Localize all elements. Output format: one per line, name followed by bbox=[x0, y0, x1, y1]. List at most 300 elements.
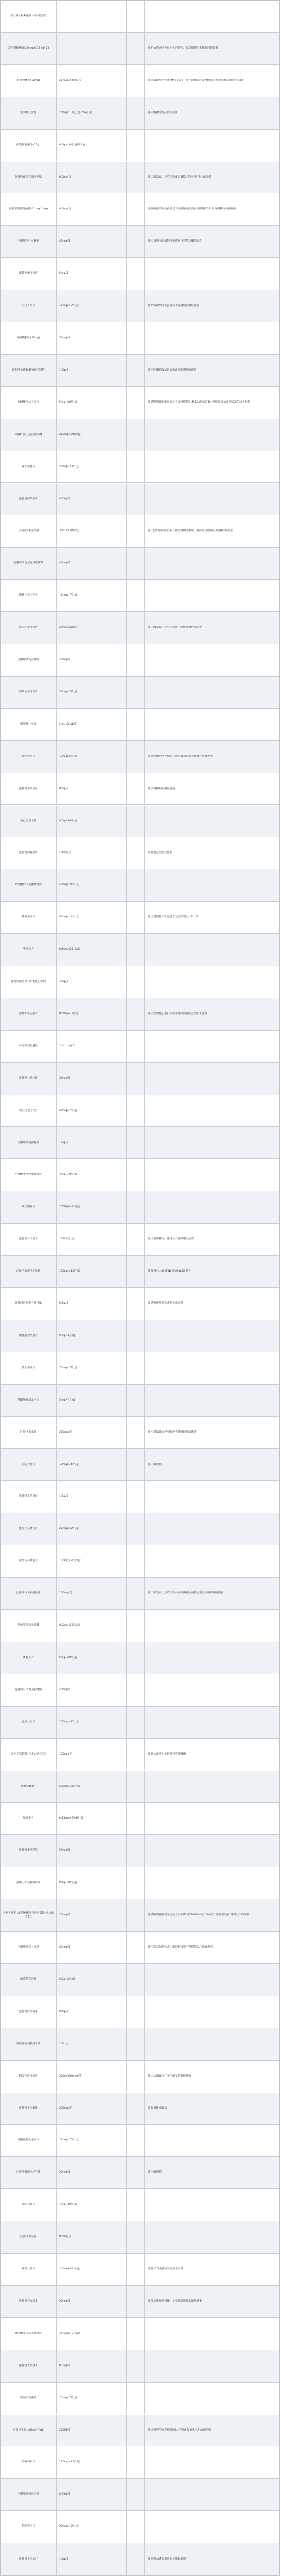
drug-name-cell: 注射用美罗培南 bbox=[1, 773, 57, 805]
restriction-note-cell bbox=[145, 2221, 279, 2253]
drug-name-cell: 硝苯地平控释片 bbox=[1, 677, 57, 708]
drug-spec-cell: 90mg×14片/盒 bbox=[57, 902, 127, 933]
restriction-note-cell bbox=[145, 1996, 279, 2028]
drug-spec-cell: 15mg×10片/盒 bbox=[57, 290, 127, 322]
table-row bbox=[1, 1771, 279, 1803]
drug-name-cell: 注射用奥沙利铂 bbox=[1, 1835, 57, 1867]
flag-cell bbox=[127, 580, 145, 611]
flag-cell bbox=[127, 97, 145, 129]
table-row bbox=[1, 2061, 279, 2093]
flag-cell bbox=[127, 1867, 145, 1899]
drug-name-cell: 注射用替加环素 bbox=[1, 2286, 57, 2317]
table-row bbox=[1, 1481, 279, 1513]
drug-spec-cell: 40mg/支 bbox=[57, 1932, 127, 1963]
flag-cell bbox=[127, 1513, 145, 1545]
drug-name-cell: 塞来昔布胶囊 bbox=[1, 1964, 57, 1996]
restriction-note-cell: 限难以耐受 阿米替林后 2以下, 合并颈腰肌肉及神经痛,抗焦虑症状,或精神分裂症 bbox=[148, 79, 244, 82]
drug-spec-cell: 10mg×7片/盒 bbox=[57, 580, 127, 611]
drug-name-cell: 阿卡波糖片 bbox=[1, 451, 57, 483]
table-row bbox=[1, 773, 279, 806]
restriction-note-cell bbox=[145, 1127, 279, 1159]
drug-spec-cell: 20mg×7片/盒 bbox=[57, 2383, 127, 2414]
drug-spec-cell: 200mg/支 bbox=[57, 1417, 127, 1449]
restriction-note-cell: 限儿童甲型血友病;限成人甲型血友病患者出血时使用 bbox=[148, 2428, 211, 2432]
table-row bbox=[1, 2415, 279, 2447]
drug-spec-cell: 4.5g/支 bbox=[57, 966, 127, 998]
drug-name-cell: 依达拉奉注射液 bbox=[1, 612, 57, 644]
table-row bbox=[1, 1449, 279, 1481]
table-row bbox=[1, 1578, 279, 1610]
restriction-note-cell bbox=[145, 1674, 279, 1706]
flag-cell bbox=[127, 2125, 145, 2156]
drug-spec-cell: 1mg×30片/盒 bbox=[57, 2189, 127, 2221]
table-row bbox=[1, 1224, 279, 1256]
drug-spec-cell: 10万单位/支 bbox=[57, 1224, 127, 1255]
table-row bbox=[1, 1095, 279, 1127]
drug-name-cell: 注射用泮托拉唑钠 bbox=[1, 226, 57, 257]
flag-cell bbox=[127, 1320, 145, 1352]
drug-spec-cell: 600mg×30片/盒 bbox=[57, 1771, 127, 1803]
restriction-note-cell bbox=[145, 548, 279, 579]
drug-name-cell: 注射用头孢哌酮钠舒巴坦钠 bbox=[1, 355, 57, 386]
drug-spec-cell: 150mg×7片/盒 bbox=[57, 1707, 127, 1738]
table-row bbox=[1, 934, 279, 966]
restriction-note-cell bbox=[145, 1771, 279, 1803]
table-row bbox=[1, 2028, 279, 2061]
drug-spec-cell: 0.5mg/支 bbox=[57, 2221, 127, 2253]
table-row bbox=[1, 1288, 279, 1320]
restriction-note-cell: 限明确诊断为高容量或等容量低钠血症患者 bbox=[148, 304, 200, 308]
table-row bbox=[1, 2350, 279, 2383]
flag-cell bbox=[127, 387, 145, 419]
table-row bbox=[1, 1256, 279, 1288]
restriction-note-cell bbox=[145, 2028, 279, 2060]
flag-cell bbox=[127, 355, 145, 386]
drug-name-cell: 奥美沙坦酯片 bbox=[1, 2383, 57, 2414]
flag-cell bbox=[127, 934, 145, 966]
restriction-note-cell bbox=[145, 1, 279, 32]
flag-cell bbox=[127, 1835, 145, 1867]
drug-spec-cell: 25mg/支 bbox=[57, 1899, 127, 1931]
table-row bbox=[1, 2221, 279, 2254]
flag-cell bbox=[127, 1964, 145, 1996]
table-row bbox=[1, 290, 279, 322]
flag-cell bbox=[127, 1256, 145, 1287]
restriction-note-cell bbox=[145, 1095, 279, 1127]
restriction-note-cell: 限长期血透患者在血透期间使用 bbox=[148, 2557, 186, 2561]
table-row bbox=[1, 1932, 279, 1964]
drug-spec-cell: 1.0g/支 bbox=[57, 1127, 127, 1159]
flag-cell bbox=[127, 1352, 145, 1384]
drug-name-cell: 枸橼酸托法替布片 bbox=[1, 387, 57, 419]
drug-name-cell: 氯吡格雷片 bbox=[1, 1352, 57, 1384]
restriction-note-cell: 限急性胰腺炎、慢性复发性胰腺炎患者 bbox=[148, 1238, 194, 1241]
restriction-note-cell bbox=[145, 644, 279, 676]
restriction-note-cell: 限万古霉素治疗不可耐受的重症感染 bbox=[148, 2074, 191, 2078]
flag-cell bbox=[127, 548, 145, 579]
drug-spec-cell: 210mg×24粒/盒 bbox=[57, 419, 127, 451]
flag-cell bbox=[127, 1610, 145, 1642]
restriction-note-cell: 限三线用药 bbox=[148, 2171, 162, 2174]
drug-spec-cell: 10片/盒 bbox=[57, 2028, 127, 2060]
table-row bbox=[1, 162, 279, 194]
table-row bbox=[1, 2383, 279, 2415]
drug-name-cell: 双歧杆菌三联活菌胶囊 bbox=[1, 419, 57, 451]
restriction-note-cell bbox=[145, 2125, 279, 2156]
flag-cell bbox=[127, 2254, 145, 2285]
drug-name-cell: 左乙拉西坦片 bbox=[1, 806, 57, 837]
drug-spec-cell: 50mg/支 bbox=[57, 1835, 127, 1867]
flag-cell bbox=[127, 2286, 145, 2317]
flag-cell bbox=[127, 1771, 145, 1803]
restriction-note-cell bbox=[145, 1835, 279, 1867]
flag-cell bbox=[127, 2383, 145, 2414]
table-row bbox=[1, 806, 279, 838]
drug-name-cell: 氯丙嗪注射液 bbox=[1, 97, 57, 129]
drug-spec-cell: 1.0g/支 bbox=[57, 1481, 127, 1513]
restriction-note-cell: 限抗血管内皮生长因子的药物、抗炎细胞介素抑制药的患者 bbox=[148, 46, 218, 50]
table-row bbox=[1, 644, 279, 677]
drug-name-cell: 厄贝沙坦片 bbox=[1, 1707, 57, 1738]
flag-cell bbox=[127, 2318, 145, 2350]
table-row bbox=[1, 1127, 279, 1160]
flag-cell bbox=[127, 1159, 145, 1191]
restriction-note-cell: 限肝硬化所致的食管或胃底静脉曲张出血;限胰腺手术;限胃肠胰内分泌肿瘤 bbox=[148, 208, 237, 211]
table-row bbox=[1, 226, 279, 258]
drug-spec-cell: 50mg/支 bbox=[57, 2286, 127, 2317]
drug-name-cell: 碳酸钙D3片 bbox=[1, 1771, 57, 1803]
drug-spec-cell: 2ml:15mg/支 bbox=[57, 709, 127, 740]
drug-name-cell: 瑞格列奈片 bbox=[1, 2189, 57, 2221]
restriction-note-cell: 限急性冠脉综合征患者,支付不超过12个月 bbox=[148, 916, 198, 919]
restriction-note-cell: 限1型糖尿病患者;限其他短效胰岛素或口服药难以控制的2型糖尿病患者 bbox=[148, 529, 234, 533]
table-row bbox=[1, 1385, 279, 1417]
restriction-note-cell: 限有明确药敏试验证据或重症感染的患者 bbox=[148, 368, 197, 372]
flag-cell bbox=[127, 2511, 145, 2543]
drug-spec-cell: 100mg/支 bbox=[57, 1578, 127, 1609]
drug-name-cell: 注射用丹参多酚酸盐 bbox=[1, 1578, 57, 1609]
restriction-note-cell bbox=[145, 1320, 279, 1352]
table-row bbox=[1, 1513, 279, 1545]
restriction-note-cell: 限侵袭性曲霉病 bbox=[148, 2106, 167, 2110]
drug-name-cell: 地高辛片 bbox=[1, 1803, 57, 1834]
restriction-note-cell: 限药物性肝损伤或肝衰竭患者 bbox=[148, 1302, 183, 1306]
restriction-note-cell: 限有说明书标明的疾病诊断且不能口服的患者 bbox=[148, 240, 202, 243]
drug-spec-cell: 0.75g/支 bbox=[57, 2479, 127, 2510]
restriction-note-cell bbox=[145, 1610, 279, 1642]
drug-name-cell: 注射用乌司他丁 bbox=[1, 1224, 57, 1255]
drug-spec-cell: 50mg/支 bbox=[57, 2157, 127, 2188]
restriction-note-cell bbox=[145, 580, 279, 611]
table-row bbox=[1, 1899, 279, 1932]
drug-spec-cell: 3ml:300单位/支 bbox=[57, 515, 127, 547]
table-row bbox=[1, 2189, 279, 2221]
drug-spec-cell: 5mg/支 bbox=[57, 258, 127, 290]
flag-cell bbox=[127, 773, 145, 805]
flag-cell bbox=[127, 966, 145, 998]
table-row bbox=[1, 1642, 279, 1674]
flag-cell bbox=[127, 1288, 145, 1320]
flag-cell bbox=[127, 837, 145, 869]
drug-spec-cell: 100mg×30片/盒 bbox=[57, 1545, 127, 1577]
drug-spec-cell: 50mg/片 bbox=[57, 322, 127, 354]
drug-spec-cell: 10mg×5片/盒 bbox=[57, 741, 127, 773]
flag-cell bbox=[127, 1191, 145, 1223]
table-row bbox=[1, 130, 279, 162]
drug-name-cell: 注射用兰索拉唑 bbox=[1, 1063, 57, 1095]
flag-cell bbox=[127, 612, 145, 644]
table-row bbox=[1, 2157, 279, 2189]
flag-cell bbox=[127, 65, 145, 97]
drug-name-cell: 注射用甲钴胺 bbox=[1, 2221, 57, 2253]
flag-cell bbox=[127, 1996, 145, 2028]
drug-spec-cell: 0.5mg×20片/盒 bbox=[57, 934, 127, 966]
drug-spec-cell: 30mg/支 bbox=[57, 1063, 127, 1095]
flag-cell bbox=[127, 322, 145, 354]
drug-name-cell: 注射用血塞通 bbox=[1, 1417, 57, 1449]
flag-cell bbox=[127, 515, 145, 547]
flag-cell bbox=[127, 709, 145, 740]
drug-name-cell: 注射用重组人Ⅱ型肿瘤坏死因子受体-抗体融合蛋白 bbox=[1, 1899, 57, 1931]
drug-spec-cell: 20ml:30mg/支 bbox=[57, 612, 127, 644]
restriction-note-cell: 限诊断明确的类风湿关节炎,经传统DMARDs治疗3-6个月疾病活动度下降低于50%者 bbox=[148, 1914, 249, 1917]
flag-cell bbox=[127, 2350, 145, 2382]
flag-cell bbox=[127, 806, 145, 837]
table-row bbox=[1, 484, 279, 516]
drug-name-cell: 硫酸氢氯吡格雷片 bbox=[1, 2125, 57, 2156]
table-row bbox=[1, 966, 279, 998]
drug-name-cell: 恩替卡韦分散片 bbox=[1, 998, 57, 1030]
restriction-note-cell bbox=[145, 806, 279, 837]
table-row bbox=[1, 612, 279, 644]
table-row bbox=[1, 1610, 279, 1642]
table-row bbox=[1, 1159, 279, 1191]
table-row bbox=[1, 1803, 279, 1835]
table-row bbox=[1, 869, 279, 902]
drug-name-cell: 阿哌沙班片 bbox=[1, 2254, 57, 2285]
table-row bbox=[1, 741, 279, 773]
drug-spec-cell: 2ml:1mg/支 bbox=[57, 1031, 127, 1062]
table-row bbox=[1, 1996, 279, 2028]
drug-spec-cell: 20mg×7片/盒 bbox=[57, 1095, 127, 1127]
flag-cell bbox=[127, 2543, 145, 2575]
flag-cell bbox=[127, 2028, 145, 2060]
drug-name-cell: 注射用伏立康唑 bbox=[1, 2093, 57, 2125]
flag-cell bbox=[127, 2061, 145, 2092]
restriction-note-cell bbox=[145, 2350, 279, 2382]
restriction-note-cell bbox=[145, 2189, 279, 2221]
drug-spec-cell: 100mg/支 bbox=[57, 1739, 127, 1770]
drug-spec-cell: 30mg×7片/盒 bbox=[57, 677, 127, 708]
flag-cell bbox=[127, 33, 145, 64]
restriction-note-cell bbox=[145, 2479, 279, 2510]
flag-cell bbox=[127, 1224, 145, 1255]
flag-cell bbox=[127, 1481, 145, 1513]
table-row bbox=[1, 1964, 279, 1996]
drug-name-cell: 坦索罗辛缓释胶囊 bbox=[1, 1610, 57, 1642]
table-row bbox=[1, 2093, 279, 2125]
restriction-note-cell bbox=[145, 1803, 279, 1834]
restriction-note-cell bbox=[145, 2383, 279, 2414]
restriction-note-cell bbox=[145, 1385, 279, 1416]
restriction-note-cell: 限诊断明确的类风湿关节炎经传统DMARDs治疗3-6个月疾病活动度仍较高的成人患者 bbox=[148, 400, 251, 404]
flag-cell bbox=[127, 1545, 145, 1577]
table-row bbox=[1, 1867, 279, 1899]
restriction-note-cell: 限有活动性乙型肝炎病毒复制的慢性乙型肝炎患者 bbox=[148, 1012, 208, 1015]
table-row bbox=[1, 998, 279, 1031]
restriction-note-cell: 限慢性心力衰竭(NYHA II-IV级)患者 bbox=[148, 1270, 191, 1273]
flag-cell bbox=[127, 1803, 145, 1834]
restriction-note-cell bbox=[145, 484, 279, 515]
drug-spec-cell: 100mg×14片/盒 bbox=[57, 1256, 127, 1287]
drug-spec-cell: 0.25mg×100片/盒 bbox=[57, 1803, 127, 1834]
restriction-note-cell bbox=[145, 1707, 279, 1738]
restriction-note-cell: 限华法林治疗控制不良或出血高危的非瓣膜性房颤患者 bbox=[148, 755, 213, 758]
table-row bbox=[1, 2318, 279, 2350]
drug-spec-cell: 0.2g×10片/盒(0.2g) bbox=[57, 130, 127, 161]
table-row bbox=[1, 2543, 279, 2575]
table-row bbox=[1, 2446, 279, 2479]
drug-name-cell: 注射用头孢他啶 bbox=[1, 1481, 57, 1513]
restriction-note-cell: 限慢性乙型肝炎患者 bbox=[148, 851, 173, 855]
table-row bbox=[1, 677, 279, 709]
flag-cell bbox=[127, 1385, 145, 1416]
drug-spec-cell: 0.2g×6粒/盒 bbox=[57, 1964, 127, 1996]
drug-spec-cell: 20mg×10支/盒(25mg/支) bbox=[57, 97, 127, 129]
restriction-note-cell bbox=[145, 1031, 279, 1062]
drug-name-cell: 氟哌啶醇注射液 bbox=[1, 258, 57, 290]
drug-name-cell: 复方甘草酸苷片 bbox=[1, 1513, 57, 1545]
restriction-note-cell: 限二级及以上医疗机构用于急性缺血性脑卒中 bbox=[148, 626, 202, 630]
flag-cell bbox=[127, 677, 145, 708]
table-row bbox=[1, 451, 279, 484]
table-row bbox=[1, 1031, 279, 1063]
table-row bbox=[1, 2286, 279, 2318]
table-row bbox=[1, 1191, 279, 1224]
flag-cell bbox=[127, 2446, 145, 2478]
drug-name-cell: 盐酸莫西沙星片 bbox=[1, 1320, 57, 1352]
flag-cell bbox=[127, 1739, 145, 1770]
table-row bbox=[1, 2254, 279, 2286]
restriction-note-cell bbox=[145, 1352, 279, 1384]
drug-spec-cell: 2.5mg×10片/盒 bbox=[57, 2254, 127, 2285]
flag-cell bbox=[127, 2479, 145, 2510]
restriction-note-cell: 限二级及以上医疗机构使用;限急性失代偿性心衰患者 bbox=[148, 175, 211, 179]
restriction-note-cell: 限二线用药 bbox=[148, 1463, 162, 1466]
drug-name-cell: 利奈唑胺注射液 bbox=[1, 2061, 57, 2092]
flag-cell bbox=[127, 902, 145, 933]
drug-name-cell: 布地奈德混悬液 bbox=[1, 1031, 57, 1062]
drug-name-cell: 注射用甲泼尼龙琥珀酸钠 bbox=[1, 548, 57, 579]
drug-spec-cell bbox=[57, 1, 127, 32]
table-row bbox=[1, 1835, 279, 1867]
drug-spec-cell: 1.0g/支 bbox=[57, 2543, 127, 2575]
drug-spec-cell: 200mg/支 bbox=[57, 2093, 127, 2125]
table-row bbox=[1, 1320, 279, 1352]
drug-name-cell: 阿托伐他汀钙片 bbox=[1, 1095, 57, 1127]
flag-cell bbox=[127, 2157, 145, 2188]
restriction-note-cell bbox=[145, 869, 279, 901]
restriction-note-cell: 限有精神分裂症状时使用 bbox=[148, 111, 178, 114]
flag-cell bbox=[127, 644, 145, 676]
drug-spec-cell: 25mg×20片/盒 bbox=[57, 2125, 127, 2156]
table-row bbox=[1, 322, 279, 355]
drug-spec-cell: 4mg×10片/盒 bbox=[57, 1159, 127, 1191]
flag-cell bbox=[127, 1642, 145, 1674]
drug-name-cell: 注射用还原型谷胱甘肽 bbox=[1, 1288, 57, 1320]
drug-spec-cell: 25mg×40片/盒 bbox=[57, 1513, 127, 1545]
drug-spec-cell: 20mg×10片/盒 bbox=[57, 2511, 127, 2543]
table-row bbox=[1, 1417, 279, 1449]
flag-cell bbox=[127, 290, 145, 322]
restriction-note-cell bbox=[145, 322, 279, 354]
table-row bbox=[1, 33, 279, 65]
table-row bbox=[1, 1707, 279, 1739]
table-row bbox=[1, 1063, 279, 1095]
drug-name-cell: 注射用阿奇霉素 bbox=[1, 1996, 57, 2028]
drug-name-cell: 甲钴胺片 bbox=[1, 934, 57, 966]
drug-name-cell: 沙库巴曲缬沙坦钠片 bbox=[1, 1256, 57, 1287]
drug-name-cell: 氨溴索注射液 bbox=[1, 709, 57, 740]
table-row bbox=[1, 580, 279, 612]
table-row bbox=[1, 1352, 279, 1385]
drug-spec-cell: 5mg×7片/盒 bbox=[57, 1385, 127, 1416]
drug-spec-cell: 0.5g×30片/盒 bbox=[57, 1867, 127, 1899]
flag-cell bbox=[127, 258, 145, 290]
restriction-note-cell bbox=[145, 1964, 279, 1996]
drug-spec-cell: 0.2mg×10粒/盒 bbox=[57, 1610, 127, 1642]
flag-cell bbox=[127, 1932, 145, 1963]
table-row bbox=[1, 2125, 279, 2157]
drug-spec-cell: 0.5g/支 bbox=[57, 1996, 127, 2028]
drug-spec-cell: 0.5g/支 bbox=[57, 773, 127, 805]
drug-spec-cell: 0.6g/支 bbox=[57, 1288, 127, 1320]
table-row bbox=[1, 515, 279, 548]
drug-spec-cell: 5mg×28片/盒 bbox=[57, 1642, 127, 1674]
restriction-note-cell bbox=[145, 1481, 279, 1513]
drug-name-cell: 瑞舒伐他汀钙片 bbox=[1, 580, 57, 611]
table-row bbox=[1, 258, 279, 290]
drug-name-cell: 环磷酰胺片(50mg) bbox=[1, 322, 57, 354]
drug-spec-cell: 47.5mg×7片/盒 bbox=[57, 2318, 127, 2350]
table-row bbox=[1, 1739, 279, 1771]
flag-cell bbox=[127, 1127, 145, 1159]
restriction-note-cell bbox=[145, 2446, 279, 2478]
flag-cell bbox=[127, 1063, 145, 1095]
drug-spec-cell: 250IU/支 bbox=[57, 2415, 127, 2446]
drug-name-cell: 注射用胸腺法新 bbox=[1, 837, 57, 869]
flag-cell bbox=[127, 869, 145, 901]
table-row bbox=[1, 1, 279, 33]
restriction-note-cell: 限中风偏瘫或视网膜中央静脉阻塞的患者 bbox=[148, 1430, 197, 1434]
drug-name-cell: 注射用阿昔洛韦 bbox=[1, 484, 57, 515]
drug-spec-cell: 5mg×28片/盒 bbox=[57, 387, 127, 419]
drug-spec-cell: 2.5mg×30片/盒 bbox=[57, 1191, 127, 1223]
drug-spec-cell bbox=[57, 33, 127, 64]
restriction-note-cell bbox=[145, 966, 279, 998]
restriction-note-cell bbox=[145, 451, 279, 483]
drug-name-cell: 阿米替林片(10mg) bbox=[1, 65, 57, 97]
drug-spec-cell: 300ml:600mg/袋 bbox=[57, 2061, 127, 2092]
restriction-note-cell bbox=[145, 258, 279, 290]
restriction-note-cell: 限髋关节或膝关节置换术患者 bbox=[148, 2268, 183, 2271]
drug-name-cell: 注射用左卡尼汀 bbox=[1, 2543, 57, 2575]
drug-name-cell: 单硝酸异山梨酯缓释片 bbox=[1, 869, 57, 901]
drug-spec-cell: 40mg/支 bbox=[57, 226, 127, 257]
drug-spec-cell: 0.1mg/支 bbox=[57, 193, 127, 225]
table-row bbox=[1, 2511, 279, 2543]
drug-name-cell: 吲达帕胺片 bbox=[1, 1191, 57, 1223]
